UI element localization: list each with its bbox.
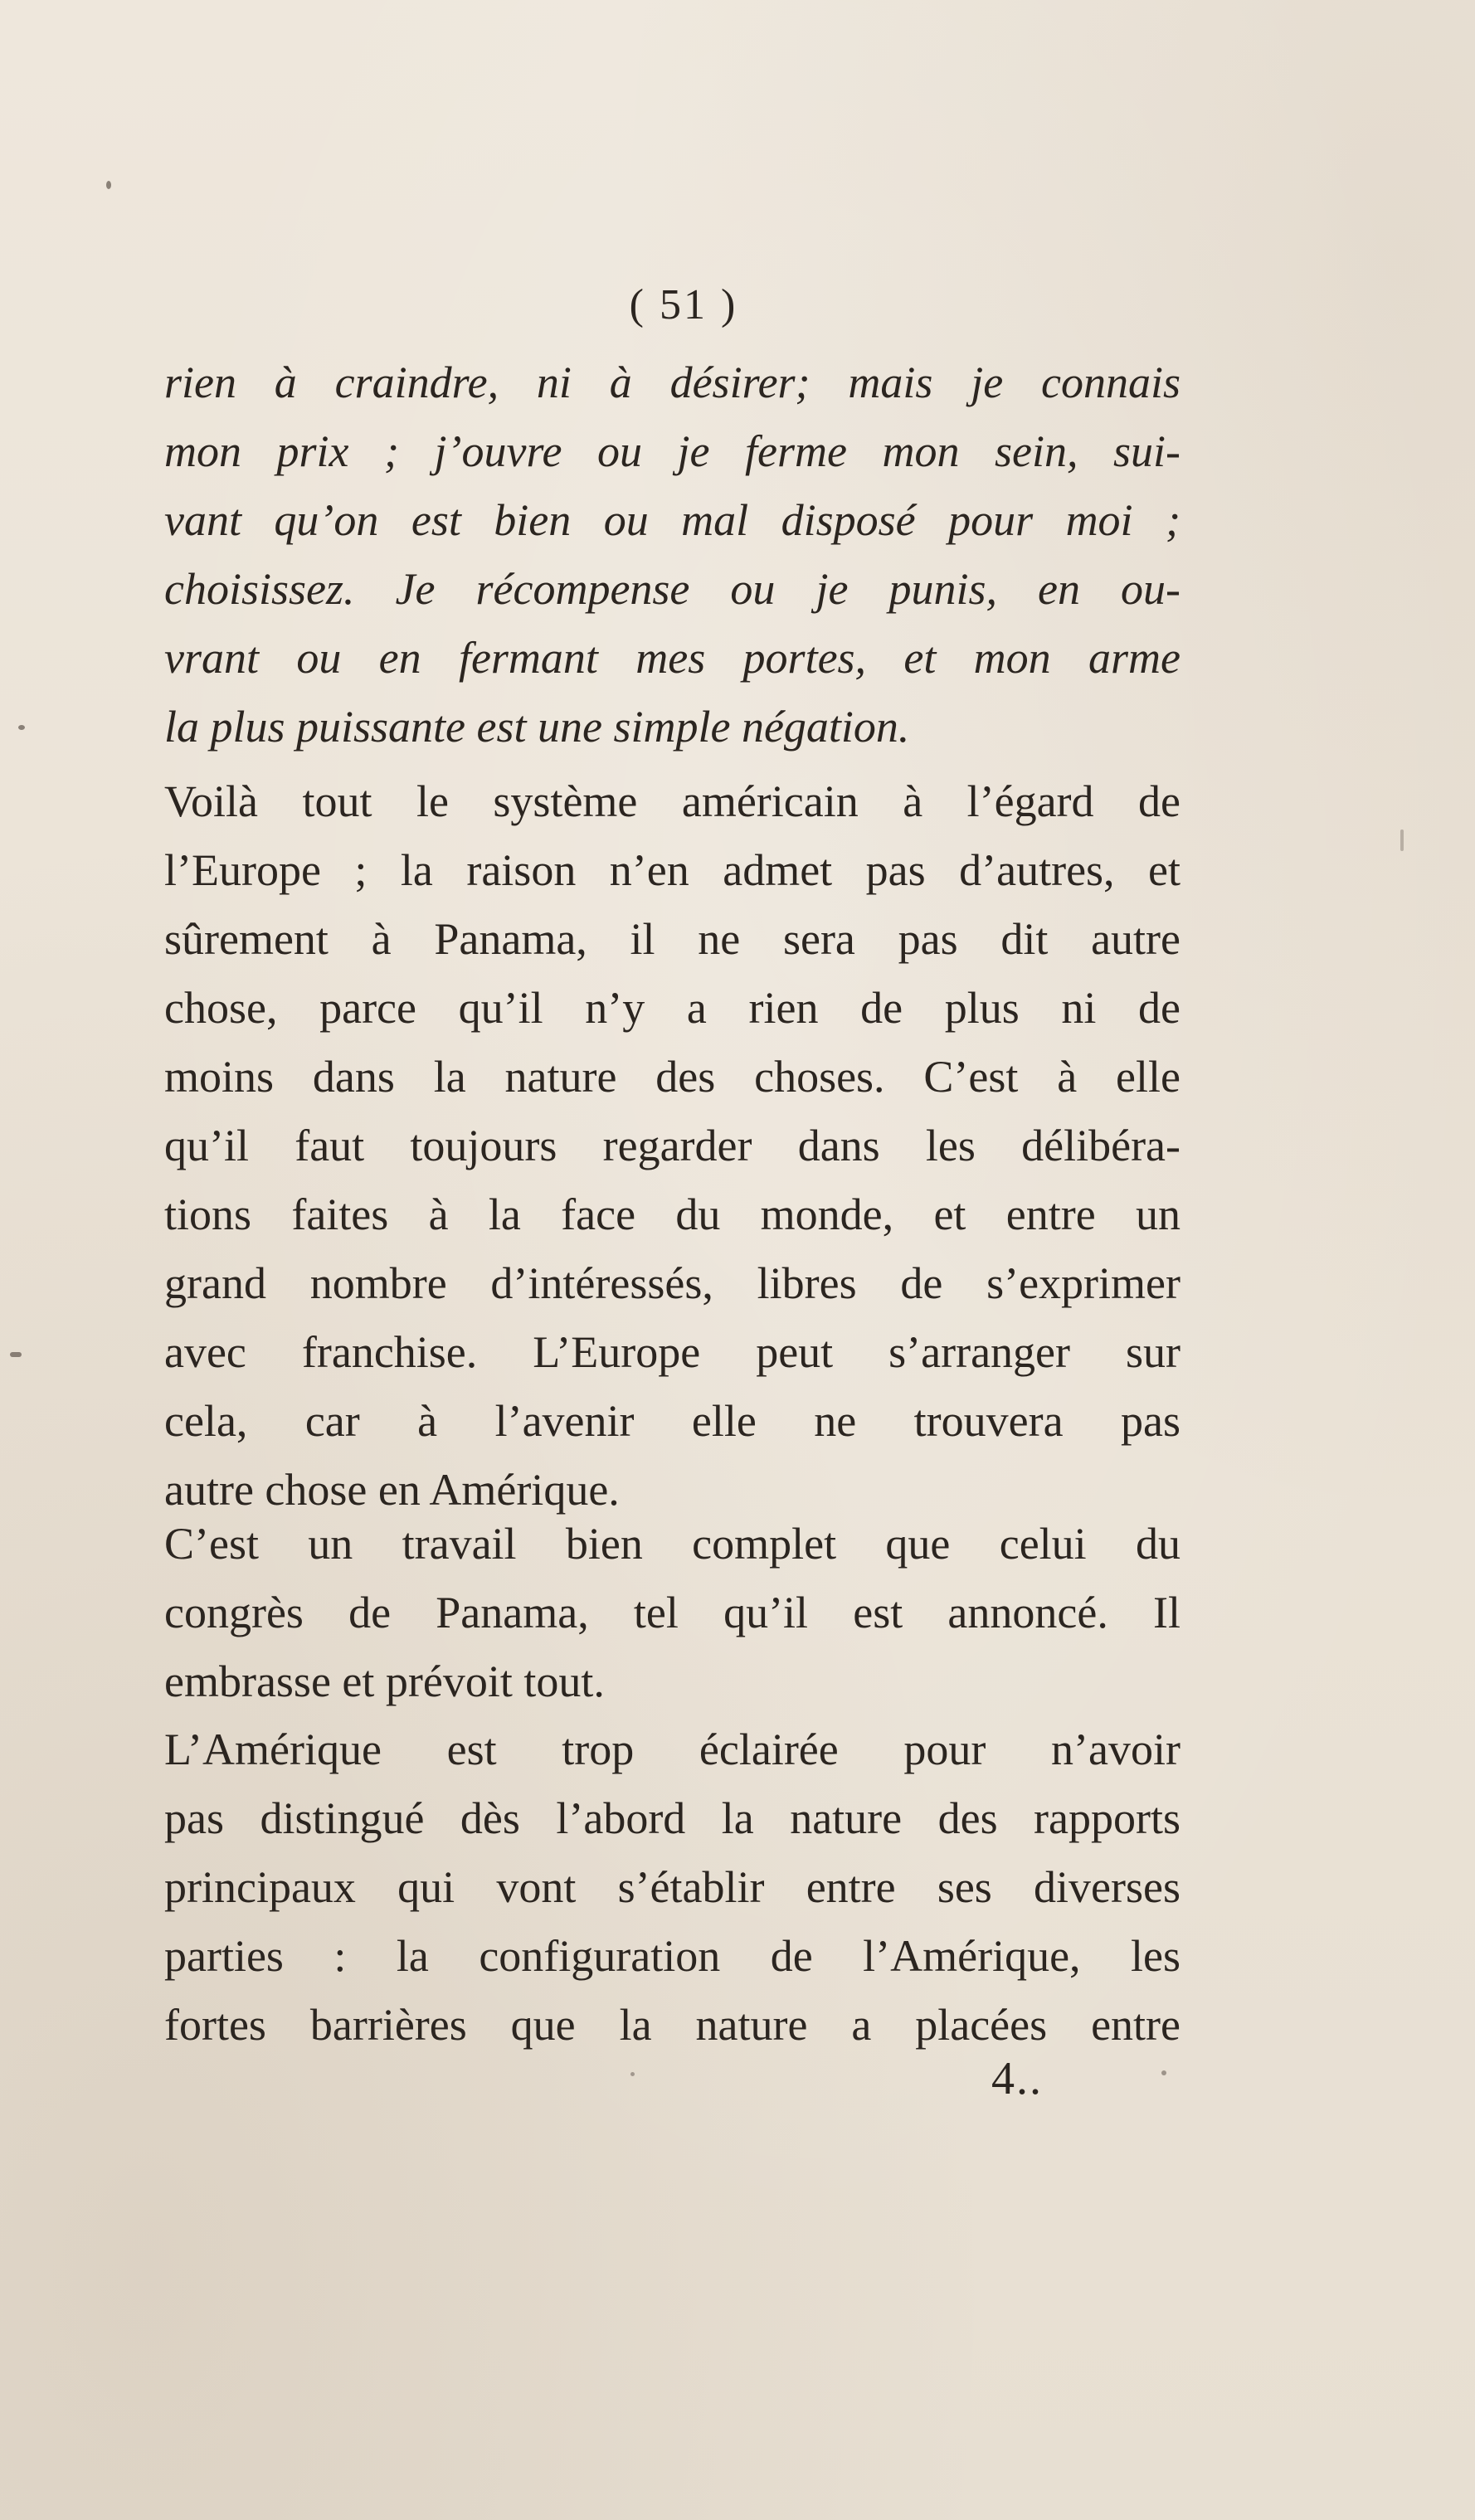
- paragraph-line: autre chose en Amérique.: [164, 1465, 620, 1515]
- quote-line: mon prix ; j’ouvre ou je ferme mon sein, sui-: [164, 426, 1180, 476]
- intro-quote: [164, 348, 1180, 761]
- ink-speck: [630, 2072, 635, 2076]
- paragraph-line: embrasse et prévoit tout.: [164, 1656, 605, 1706]
- paragraph-line: L’Amérique est trop éclairée pour n’avoir: [164, 1725, 1180, 1774]
- quote-line: vant qu’on est bien ou mal disposé pour moi ;: [164, 495, 1180, 545]
- paragraph-line: pas distingué dès l’abord la nature des rapports: [164, 1793, 1180, 1843]
- quote-line: rien à craindre, ni à désirer; mais je connais: [164, 358, 1180, 407]
- paragraph-line: sûrement à Panama, il ne sera pas dit autre: [164, 914, 1180, 964]
- paragraph-line: tions faites à la face du monde, et entre un: [164, 1189, 1180, 1239]
- ink-speck: [18, 725, 25, 730]
- paragraph-2: [164, 1510, 1180, 1716]
- ink-speck: [10, 1352, 22, 1357]
- paragraph-line: principaux qui vont s’établir entre ses diverses: [164, 1862, 1180, 1912]
- paragraph-line: moins dans la nature des choses. C’est à elle: [164, 1052, 1180, 1102]
- paragraph-line: cela, car à l’avenir elle ne trouvera pas: [164, 1396, 1180, 1446]
- paragraph-line: l’Europe ; la raison n’en admet pas d’autres, et: [164, 845, 1180, 895]
- ink-speck: [1400, 829, 1404, 851]
- paragraph-3: [164, 1715, 1180, 2060]
- page-number: ( 51 ): [629, 281, 738, 328]
- paragraph-line: avec franchise. L’Europe peut s’arranger sur: [164, 1327, 1180, 1377]
- paragraph-line: qu’il faut toujours regarder dans les délibéra-: [164, 1121, 1180, 1170]
- ink-speck: [106, 181, 111, 189]
- paragraph-line: grand nombre d’intéressés, libres de s’exprimer: [164, 1258, 1180, 1308]
- paragraph-line: parties : la configuration de l’Amérique, les: [164, 1931, 1180, 1981]
- paragraph-line: fortes barrières que la nature a placées entre: [164, 2000, 1180, 2050]
- paragraph-1: [164, 767, 1180, 1525]
- page-number-header: [0, 280, 1475, 329]
- quote-line: choisissez. Je récompense ou je punis, en ou-: [164, 564, 1180, 614]
- paragraph-line: congrès de Panama, tel qu’il est annoncé. Il: [164, 1588, 1180, 1637]
- quote-line: vrant ou en fermant mes portes, et mon arme: [164, 633, 1180, 683]
- signature-mark: 4..: [991, 2053, 1043, 2104]
- quote-line: la plus puissante est une simple négation.: [164, 702, 910, 752]
- ink-speck: [1161, 2070, 1166, 2075]
- paragraph-line: C’est un travail bien complet que celui du: [164, 1519, 1180, 1569]
- paragraph-line: chose, parce qu’il n’y a rien de plus ni de: [164, 983, 1180, 1033]
- paragraph-line: Voilà tout le système américain à l’égard de: [164, 776, 1180, 826]
